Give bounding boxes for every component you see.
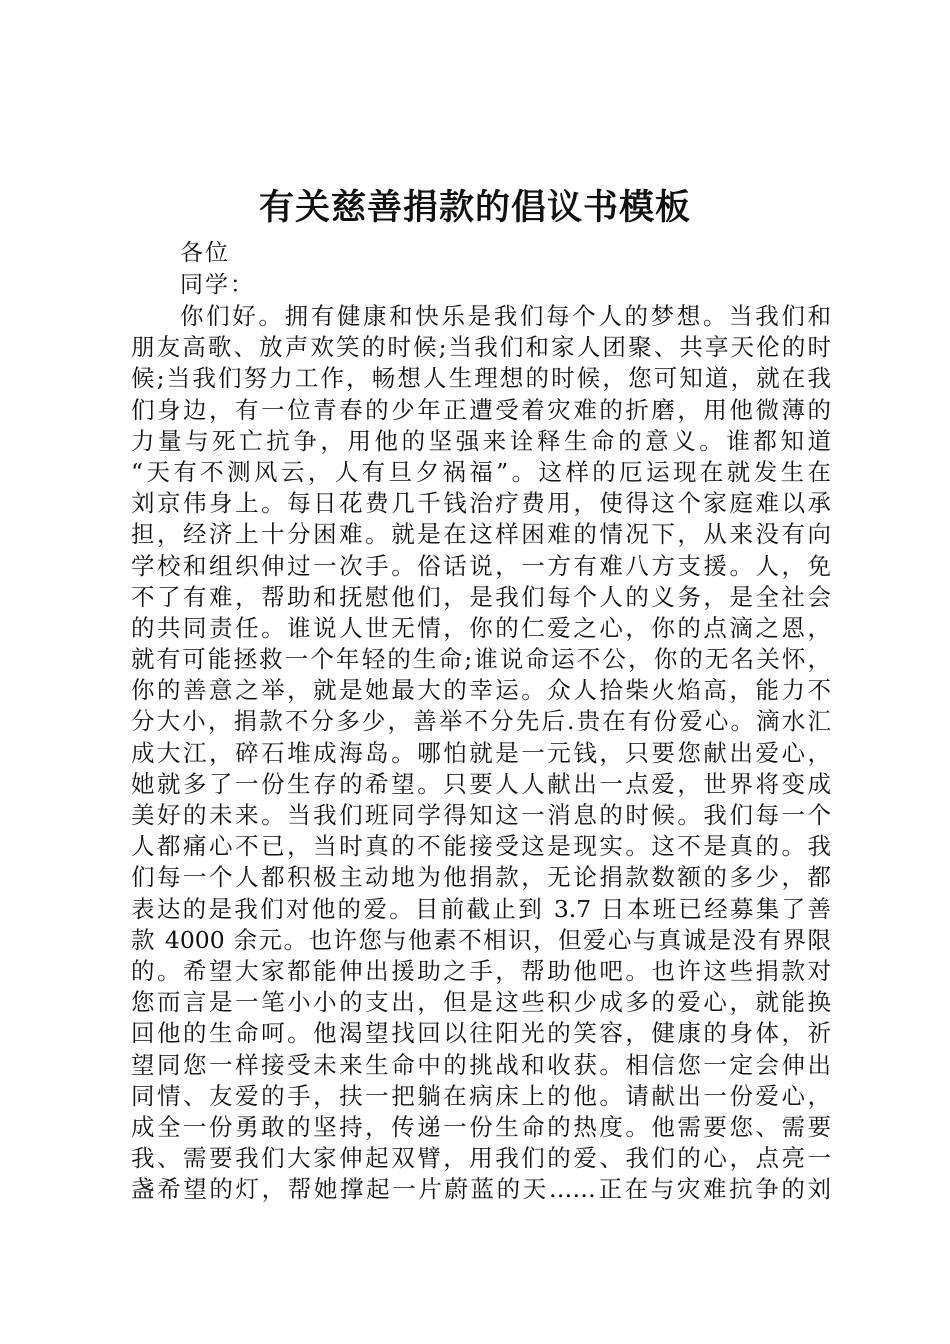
body-line: 同情、友爱的手，扶一把躺在病床上的他。请献出一份爱心，: [131, 1081, 831, 1110]
body-line: 您而言是一笔小小的支出，但是这些积少成多的爱心，就能换: [131, 988, 831, 1017]
body-line: 朋友高歌、放声欢笑的时候;当我们和家人团聚、共享天伦的时: [131, 333, 831, 362]
body-line: 不了有难，帮助和抚慰他们，是我们每个人的义务，是全社会: [131, 582, 831, 611]
body-line: 候;当我们努力工作，畅想人生理想的时候，您可知道，就在我: [131, 364, 831, 393]
body-line: 望同您一样接受未来生命中的挑战和收获。相信您一定会伸出: [131, 1050, 831, 1079]
body-line: 她就多了一份生存的希望。只要人人献出一点爱，世界将变成: [131, 769, 831, 798]
body-line: 成大江，碎石堆成海岛。哪怕就是一元钱，只要您献出爱心，: [131, 738, 831, 767]
body-line: 分大小，捐款不分多少，善举不分先后.贵在有份爱心。滴水汇: [131, 707, 831, 736]
body-line: 们每一个人都积极主动地为他捐款，无论捐款数额的多少，都: [131, 863, 831, 892]
body-line: 表达的是我们对他的爱。目前截止到 3.7 日本班已经募集了善: [131, 894, 831, 923]
body-line: 你的善意之举，就是她最大的幸运。众人拾柴火焰高，能力不: [131, 676, 831, 705]
body-line: 们身边，有一位青春的少年正遭受着灾难的折磨，用他微薄的: [131, 395, 831, 424]
body-line: 人都痛心不已，当时真的不能接受这是现实。这不是真的。我: [131, 832, 831, 861]
body-line: 学校和组织伸过一次手。俗话说，一方有难八方支援。人，免: [131, 551, 831, 580]
body-line: 盏希望的灯，帮她撑起一片蔚蓝的天……正在与灾难抗争的刘: [131, 1175, 831, 1204]
body-line: 刘京伟身上。每日花费几千钱治疗费用，使得这个家庭难以承: [131, 489, 831, 518]
body-line: 美好的未来。当我们班同学得知这一消息的时候。我们每一个: [131, 801, 831, 829]
body-line: 我、需要我们大家伸起双臂，用我们的爱、我们的心，点亮一: [131, 1144, 831, 1173]
salutation-line-2: 同学：: [180, 272, 255, 298]
body-line: 就有可能拯救一个年轻的生命;谁说命运不公，你的无名关怀，: [131, 645, 831, 674]
body-line: 款 4000 余元。也许您与他素不相识，但爱心与真诚是没有界限: [131, 925, 831, 954]
body-line: 你们好。拥有健康和快乐是我们每个人的梦想。当我们和: [180, 302, 831, 330]
body-line: 回他的生命呵。他渴望找回以往阳光的笑容，健康的身体，祈: [131, 1019, 831, 1048]
body-line: 担，经济上十分困难。就是在这样困难的情况下，从来没有向: [131, 520, 831, 549]
salutation-line-1: 各位: [180, 240, 230, 266]
body-line: “天有不测风云，人有旦夕祸福”。这样的厄运现在就发生在: [131, 457, 831, 486]
body-line: 力量与死亡抗争，用他的坚强来诠释生命的意义。谁都知道: [131, 426, 831, 455]
document-title: 有关慈善捐款的倡议书模板: [258, 187, 691, 228]
document-body: [131, 301, 831, 1205]
body-line: 的共同责任。谁说人世无情，你的仁爱之心，你的点滴之恩，: [131, 613, 831, 642]
body-line: 成全一份勇敢的坚持，传递一份生命的热度。他需要您、需要: [131, 1112, 831, 1141]
body-line: 的。希望大家都能伸出援助之手，帮助他吧。也许这些捐款对: [131, 956, 831, 985]
